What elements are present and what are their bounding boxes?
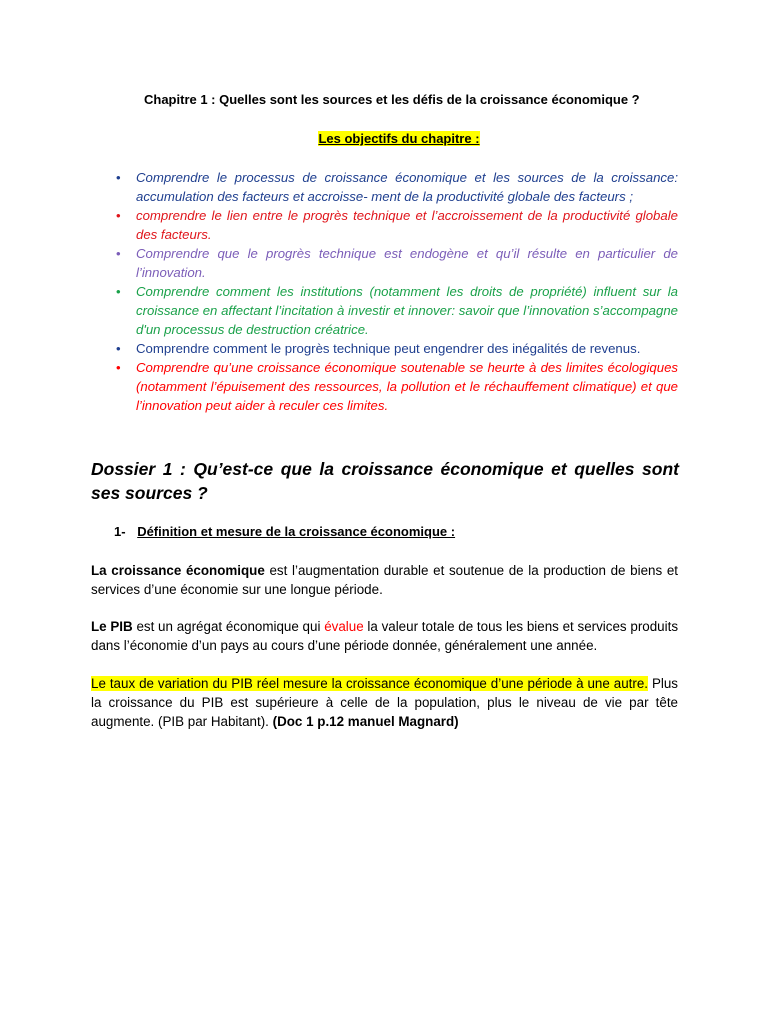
bullet-icon: • <box>116 341 121 356</box>
paragraph-pib <box>91 617 678 655</box>
objective-item <box>116 244 678 282</box>
objectives-list <box>116 168 678 415</box>
bullet-icon: • <box>116 246 121 261</box>
paragraph-text: est un agrégat économique qui <box>132 619 325 634</box>
paragraph-taux <box>91 674 678 731</box>
paragraph-definition <box>91 561 678 599</box>
objective-text: Comprendre que le progrès technique est endogène et qu’il résulte en particulier de l’innovation. <box>136 246 678 280</box>
paragraph-text: Plus la croissance du PIB est supérieure à celle de la population, plus le niveau de vie par tête augmente. (PIB par Habitant). <box>91 676 678 729</box>
bullet-icon: • <box>116 284 121 299</box>
term-croissance: La croissance économique <box>91 563 265 578</box>
objective-text: Comprendre le processus de croissance économique et les sources de la croissance: accumulation des facteurs et accroisse- ment de la productivité globale des facteurs ; <box>136 170 678 204</box>
objectives-heading-text: Les objectifs du chapitre : <box>318 131 480 146</box>
bullet-icon: • <box>116 208 121 223</box>
section-title: Définition et mesure de la croissance économique : <box>137 524 456 539</box>
bullet-icon: • <box>116 170 121 185</box>
objective-text: Comprendre qu’une croissance économique soutenable se heurte à des limites écologiques (notamment l’épuisement des ressources, la pollution et le réchauffement climatique) et que l’innovation peut aider à reculer ces limites. <box>136 360 678 413</box>
objective-item <box>116 282 678 339</box>
paragraph-text: est l’augmentation durable et soutenue de la production de biens et services d’une économie sur une longue période. <box>91 563 678 597</box>
dossier-title: Dossier 1 : Qu’est-ce que la croissance économique et quelles sont ses sources ? <box>91 459 679 503</box>
objective-item <box>116 358 678 415</box>
section-heading <box>114 524 455 539</box>
highlighted-sentence: Le taux de variation du PIB réel mesure la croissance économique d’une période à une autre. <box>91 676 649 691</box>
objective-text: Comprendre comment le progrès technique peut engendrer des inégalités de revenus. <box>136 341 641 356</box>
objective-item <box>116 206 678 244</box>
objective-text: comprendre le lien entre le progrès technique et l’accroissement de la productivité globale des facteurs. <box>136 208 678 242</box>
bullet-icon: • <box>116 360 121 375</box>
paragraph-text: la valeur totale de tous les biens et services produits dans l’économie d’un pays au cours d’une période donnée, généralement une année. <box>91 619 679 653</box>
objective-text: Comprendre comment les institutions (notamment les droits de propriété) influent sur la croissance en affectant l’incitation à investir et innover: savoir que l’innovation s’accompagne d'un processus de destruction créatrice. <box>136 284 678 337</box>
document-reference: (Doc 1 p.12 manuel Magnard) <box>272 714 459 729</box>
chapter-title: Chapitre 1 : Quelles sont les sources et les défis de la croissance économique ? <box>144 92 640 107</box>
section-number: 1- <box>114 524 126 539</box>
objective-item <box>116 168 678 206</box>
term-pib: Le PIB <box>91 619 133 634</box>
red-highlight-word: évalue <box>324 619 364 634</box>
objectives-heading <box>0 131 768 146</box>
objective-item <box>116 339 678 358</box>
